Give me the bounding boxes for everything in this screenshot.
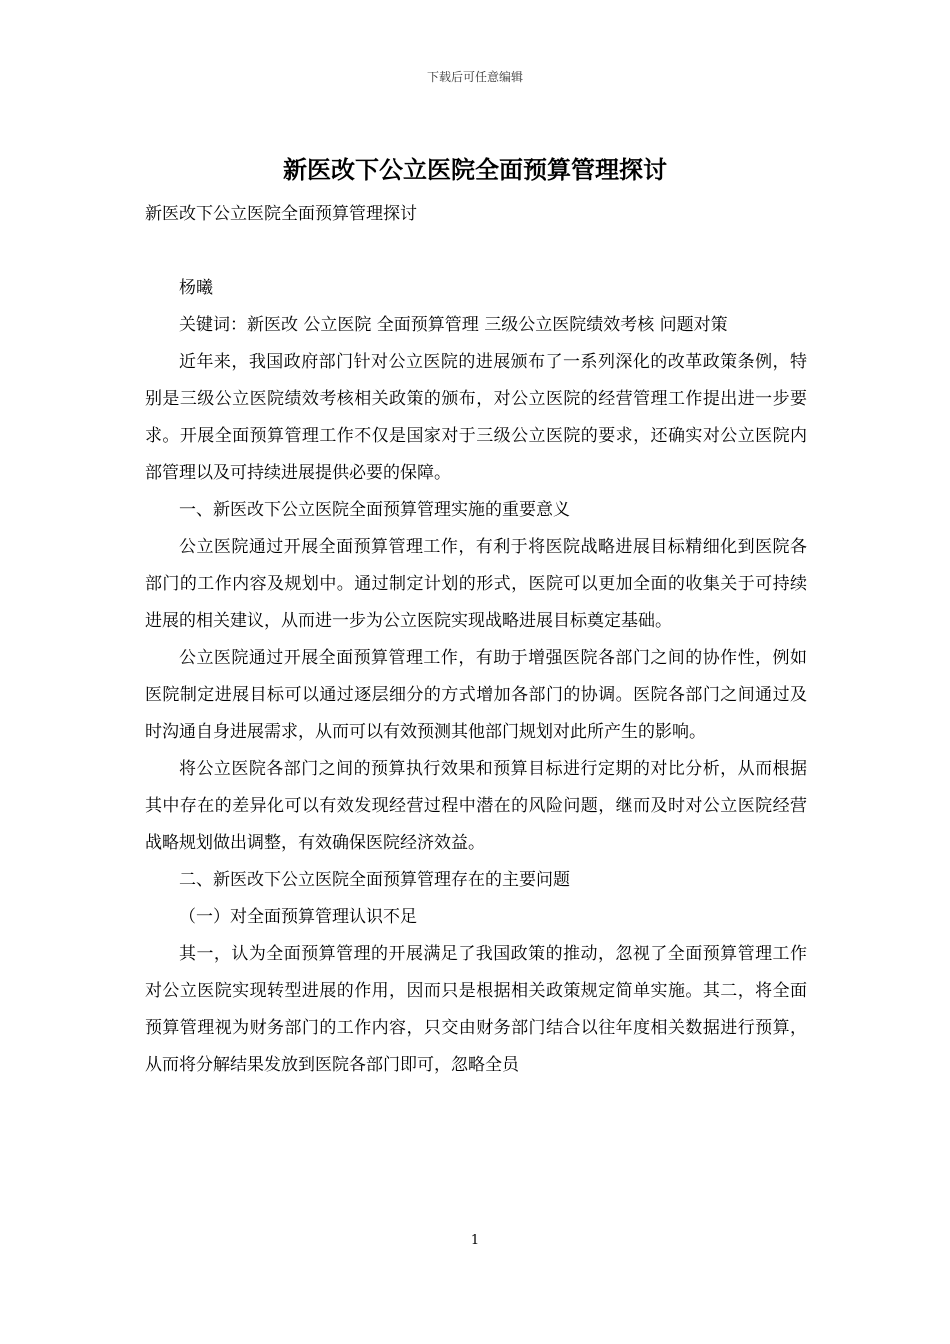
body-paragraph: 公立医院通过开展全面预算管理工作，有利于将医院战略进展目标精细化到医院各部门的工作内容及规划中。通过制定计划的形式，医院可以更加全面的收集关于可持续进展的相关建议，从而进一步为公立医院实现战略进展目标奠定基础。 (145, 537, 807, 631)
document-subtitle: 新医改下公立医院全面预算管理探讨 (145, 204, 417, 224)
subsection-heading-1: （一）对全面预算管理认识不足 (179, 907, 417, 927)
page-number: 1 (470, 1233, 480, 1248)
section-heading-1: 一、新医改下公立医院全面预算管理实施的重要意义 (179, 500, 570, 520)
document-title: 新医改下公立医院全面预算管理探讨 (283, 155, 667, 184)
blank-line (145, 233, 807, 270)
author-name: 杨曦 (179, 278, 213, 298)
body-paragraph: 将公立医院各部门之间的预算执行效果和预算目标进行定期的对比分析，从而根据其中存在的差异化可以有效发现经营过程中潜在的风险问题，继而及时对公立医院经营战略规划做出调整，有效确保医院经济效益。 (145, 759, 807, 853)
keywords-paragraph: 关键词：新医改 公立医院 全面预算管理 三级公立医院绩效考核 问题对策 (179, 315, 728, 335)
document-body (145, 196, 807, 1084)
intro-paragraph: 近年来，我国政府部门针对公立医院的进展颁布了一系列深化的改革政策条例，特别是三级公立医院绩效考核相关政策的颁布，对公立医院的经营管理工作提出进一步要求。开展全面预算管理工作不仅是国家对于三级公立医院的要求，还确实对公立医院内部管理以及可持续进展提供必要的保障。 (145, 352, 807, 483)
section-heading-2: 二、新医改下公立医院全面预算管理存在的主要问题 (179, 870, 570, 890)
body-paragraph: 公立医院通过开展全面预算管理工作，有助于增强医院各部门之间的协作性，例如医院制定进展目标可以通过逐层细分的方式增加各部门的协调。医院各部门之间通过及时沟通自身进展需求，从而可以有效预测其他部门规划对此所产生的影响。 (145, 648, 807, 742)
body-paragraph: 其一，认为全面预算管理的开展满足了我国政策的推动，忽视了全面预算管理工作对公立医院实现转型进展的作用，因而只是根据相关政策规定简单实施。其二，将全面预算管理视为财务部门的工作内容，只交由财务部门结合以往年度相关数据进行预算，从而将分解结果发放到医院各部门即可，忽略全员 (145, 944, 807, 1075)
header-note: 下载后可任意编辑 (426, 70, 523, 84)
